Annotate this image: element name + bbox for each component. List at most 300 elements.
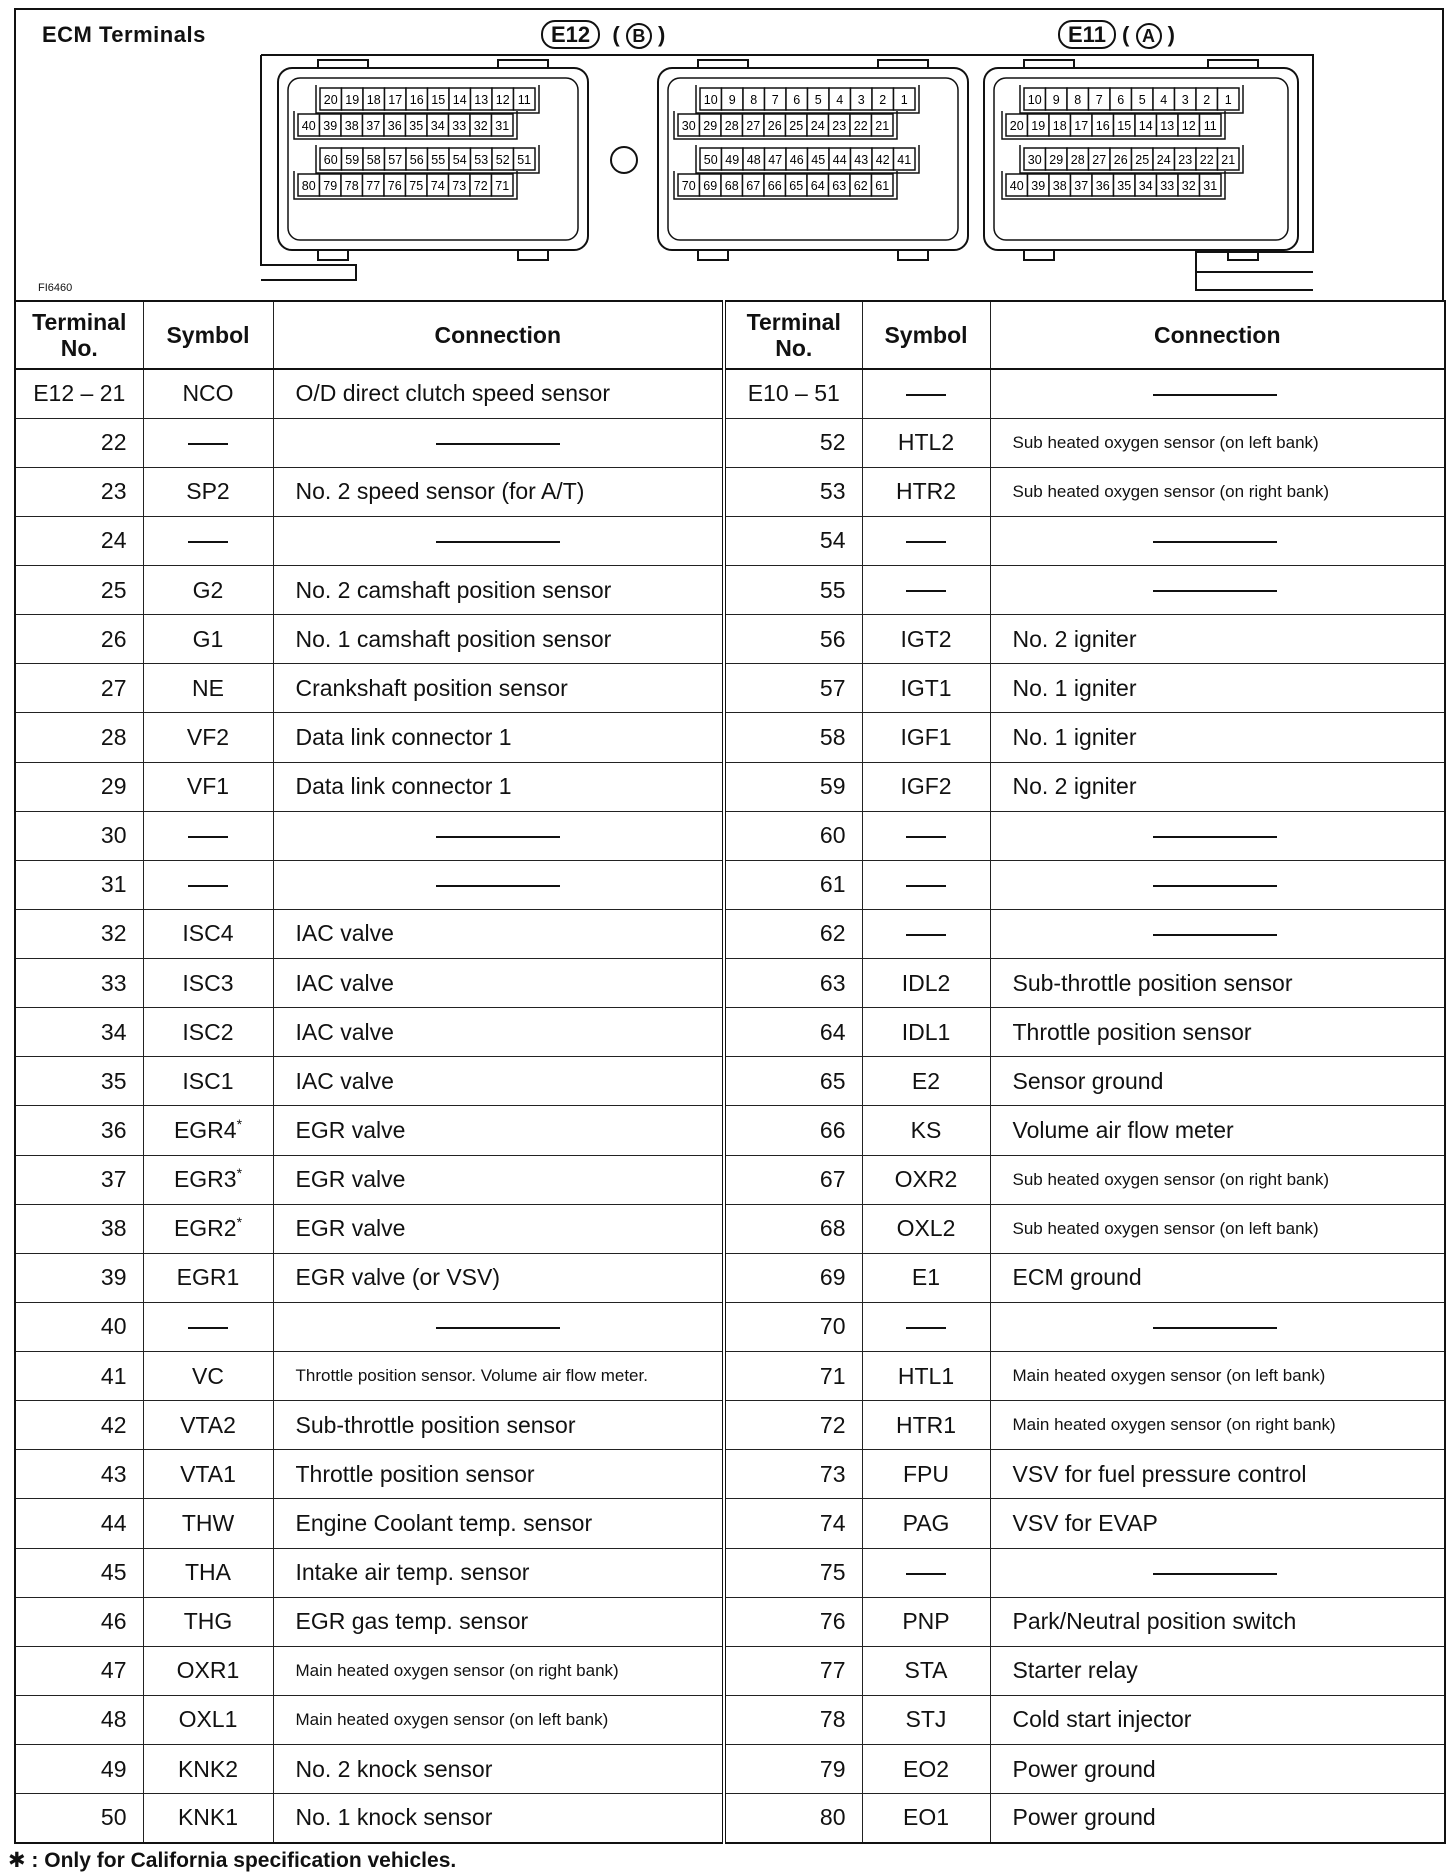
terminal-connection — [273, 418, 724, 467]
terminal-number: 62 — [724, 909, 862, 958]
terminal-symbol: G1 — [143, 615, 273, 664]
terminal-connection: ECM ground — [990, 1253, 1445, 1302]
pin-number: 28 — [724, 119, 739, 133]
pin-number: 77 — [366, 179, 381, 193]
terminal-symbol: E2 — [862, 1057, 990, 1106]
terminal-number: 55 — [724, 566, 862, 615]
terminal-symbol: E1 — [862, 1253, 990, 1302]
terminal-connection: Data link connector 1 — [273, 713, 724, 762]
pin-number: 61 — [875, 179, 890, 193]
terminal-connection: No. 2 knock sensor — [273, 1745, 724, 1794]
terminal-number: 42 — [15, 1401, 143, 1450]
empty-connection-dash — [1153, 1573, 1277, 1575]
terminal-number: 73 — [724, 1450, 862, 1499]
pin-number: 76 — [387, 179, 402, 193]
pin-number: 46 — [789, 153, 804, 167]
pin-number: 12 — [1181, 119, 1196, 133]
connector-block-middle — [658, 60, 968, 260]
pin-number: 4 — [1160, 93, 1168, 107]
terminal-number: 64 — [724, 1008, 862, 1057]
terminal-symbol: ISC3 — [143, 959, 273, 1008]
terminal-symbol: HTL1 — [862, 1352, 990, 1401]
terminal-symbol — [143, 860, 273, 909]
table-row — [15, 713, 1445, 762]
terminal-connection: Main heated oxygen sensor (on right bank) — [990, 1401, 1445, 1450]
pin-number: 71 — [495, 179, 510, 193]
pin-number: 51 — [517, 153, 532, 167]
pin-number: 2 — [1203, 93, 1211, 107]
pin-number: 73 — [452, 179, 467, 193]
terminal-number: 72 — [724, 1401, 862, 1450]
pin-number: 79 — [323, 179, 338, 193]
terminal-connection: Sub heated oxygen sensor (on right bank) — [990, 467, 1445, 516]
pin-number: 13 — [474, 93, 489, 107]
empty-symbol-dash — [906, 885, 946, 887]
pin-number: 12 — [495, 93, 510, 107]
terminal-connection: Sub heated oxygen sensor (on right bank) — [990, 1155, 1445, 1204]
terminal-number: 59 — [724, 762, 862, 811]
pin-number: 65 — [789, 179, 804, 193]
pin-number: 10 — [1027, 93, 1042, 107]
table-row — [15, 1745, 1445, 1794]
connector-a-code: E11 — [1058, 20, 1116, 49]
terminal-number: 58 — [724, 713, 862, 762]
terminal-table — [14, 300, 1446, 1844]
pin-number: 34 — [430, 119, 445, 133]
empty-connection-dash — [1153, 934, 1277, 936]
terminal-number: 26 — [15, 615, 143, 664]
terminal-connection: EGR valve — [273, 1155, 724, 1204]
terminal-connection — [990, 566, 1445, 615]
pin-number: 69 — [703, 179, 718, 193]
terminal-connection: Park/Neutral position switch — [990, 1597, 1445, 1646]
terminal-symbol: IGT1 — [862, 664, 990, 713]
terminal-connection — [990, 909, 1445, 958]
terminal-connection: No. 2 igniter — [990, 615, 1445, 664]
pin-number: 55 — [431, 153, 446, 167]
terminal-symbol: THG — [143, 1597, 273, 1646]
terminal-symbol: EO1 — [862, 1794, 990, 1843]
terminal-connection: IAC valve — [273, 959, 724, 1008]
terminal-connection: O/D direct clutch speed sensor — [273, 369, 724, 418]
pin-number: 21 — [875, 119, 890, 133]
terminal-number: 66 — [724, 1106, 862, 1155]
pin-number: 13 — [1160, 119, 1175, 133]
terminal-symbol: KNK1 — [143, 1794, 273, 1843]
terminal-connection: IAC valve — [273, 1008, 724, 1057]
terminal-number: 29 — [15, 762, 143, 811]
pin-number: 72 — [473, 179, 488, 193]
empty-symbol-dash — [188, 1327, 228, 1329]
terminal-connection: Throttle position sensor — [273, 1450, 724, 1499]
terminal-connection: No. 1 camshaft position sensor — [273, 615, 724, 664]
terminal-number: 32 — [15, 909, 143, 958]
terminal-number: 60 — [724, 811, 862, 860]
terminal-number: 39 — [15, 1253, 143, 1302]
col-terminal-right: Terminal No. — [724, 301, 862, 369]
table-row — [15, 1499, 1445, 1548]
table-row — [15, 369, 1445, 418]
pin-number: 54 — [452, 153, 467, 167]
pin-number: 5 — [814, 93, 822, 107]
pin-number: 38 — [1052, 179, 1067, 193]
pin-number: 26 — [767, 119, 782, 133]
terminal-connection: Sub heated oxygen sensor (on left bank) — [990, 1204, 1445, 1253]
terminal-number: 75 — [724, 1548, 862, 1597]
pin-number: 44 — [832, 153, 847, 167]
pin-number: 24 — [1156, 153, 1171, 167]
terminal-symbol: VF1 — [143, 762, 273, 811]
terminal-symbol — [862, 369, 990, 418]
terminal-connection: No. 1 igniter — [990, 713, 1445, 762]
terminal-number: 23 — [15, 467, 143, 516]
terminal-number: 45 — [15, 1548, 143, 1597]
terminal-number: E10 – 51 — [724, 369, 862, 418]
terminal-symbol: HTR2 — [862, 467, 990, 516]
terminal-connection: VSV for fuel pressure control — [990, 1450, 1445, 1499]
pin-number: 15 — [1117, 119, 1132, 133]
table-row — [15, 1646, 1445, 1695]
empty-symbol-dash — [906, 836, 946, 838]
connector-diagram — [14, 8, 1444, 300]
pin-number: 10 — [703, 93, 718, 107]
pin-number: 70 — [681, 179, 696, 193]
table-row — [15, 959, 1445, 1008]
terminal-connection: Power ground — [990, 1794, 1445, 1843]
terminal-number: 57 — [724, 664, 862, 713]
terminal-number: 24 — [15, 516, 143, 565]
terminal-symbol — [862, 1548, 990, 1597]
terminal-number: 50 — [15, 1794, 143, 1843]
empty-symbol-dash — [906, 394, 946, 396]
terminal-symbol: VTA2 — [143, 1401, 273, 1450]
terminal-symbol: VF2 — [143, 713, 273, 762]
terminal-symbol: IDL1 — [862, 1008, 990, 1057]
pin-number: 68 — [724, 179, 739, 193]
connector-b-label: E12 ( B ) — [541, 22, 665, 49]
terminal-connection: Crankshaft position sensor — [273, 664, 724, 713]
terminal-number: E12 – 21 — [15, 369, 143, 418]
pin-number: 32 — [473, 119, 488, 133]
pin-number: 1 — [1224, 93, 1232, 107]
terminal-number: 74 — [724, 1499, 862, 1548]
pin-number: 3 — [1181, 93, 1189, 107]
terminal-symbol — [862, 566, 990, 615]
pin-number: 25 — [1135, 153, 1150, 167]
col-symbol-right: Symbol — [862, 301, 990, 369]
terminal-symbol: EGR3* — [143, 1155, 273, 1204]
pin-number: 80 — [301, 179, 316, 193]
terminal-number: 43 — [15, 1450, 143, 1499]
pin-number: 78 — [344, 179, 359, 193]
pin-number: 38 — [344, 119, 359, 133]
pin-number: 26 — [1113, 153, 1128, 167]
table-row — [15, 860, 1445, 909]
pin-number: 59 — [345, 153, 360, 167]
table-row — [15, 1204, 1445, 1253]
terminal-connection: Data link connector 1 — [273, 762, 724, 811]
terminal-symbol: ISC4 — [143, 909, 273, 958]
terminal-symbol: OXL2 — [862, 1204, 990, 1253]
pin-number: 37 — [366, 119, 381, 133]
terminal-symbol: KS — [862, 1106, 990, 1155]
terminal-number: 28 — [15, 713, 143, 762]
terminal-connection: IAC valve — [273, 909, 724, 958]
terminal-symbol — [862, 1302, 990, 1351]
pin-number: 15 — [431, 93, 446, 107]
ecm-connector-drawing — [16, 10, 1446, 302]
pin-number: 4 — [836, 93, 844, 107]
terminal-connection — [990, 811, 1445, 860]
terminal-symbol: PNP — [862, 1597, 990, 1646]
pin-number: 20 — [1009, 119, 1024, 133]
terminal-symbol: SP2 — [143, 467, 273, 516]
terminal-symbol — [143, 1302, 273, 1351]
pin-number: 28 — [1070, 153, 1085, 167]
pin-number: 31 — [1203, 179, 1218, 193]
pin-number: 16 — [1095, 119, 1110, 133]
terminal-connection — [990, 516, 1445, 565]
pin-number: 32 — [1181, 179, 1196, 193]
empty-symbol-dash — [188, 885, 228, 887]
empty-symbol-dash — [906, 934, 946, 936]
terminal-number: 65 — [724, 1057, 862, 1106]
terminal-connection — [990, 1302, 1445, 1351]
pin-number: 6 — [1117, 93, 1125, 107]
terminal-symbol: EGR2* — [143, 1204, 273, 1253]
empty-connection-dash — [436, 836, 560, 838]
terminal-symbol: IDL2 — [862, 959, 990, 1008]
pin-number: 45 — [811, 153, 826, 167]
terminal-connection: EGR valve (or VSV) — [273, 1253, 724, 1302]
terminal-number: 36 — [15, 1106, 143, 1155]
terminal-connection — [273, 811, 724, 860]
terminal-number: 77 — [724, 1646, 862, 1695]
table-header-row — [15, 301, 1445, 369]
empty-symbol-dash — [906, 1573, 946, 1575]
terminal-connection — [990, 860, 1445, 909]
terminal-number: 61 — [724, 860, 862, 909]
table-row — [15, 1253, 1445, 1302]
pin-number: 60 — [323, 153, 338, 167]
terminal-symbol: STA — [862, 1646, 990, 1695]
pin-number: 14 — [1138, 119, 1153, 133]
table-row — [15, 615, 1445, 664]
terminal-connection: Engine Coolant temp. sensor — [273, 1499, 724, 1548]
pin-number: 35 — [1117, 179, 1132, 193]
table-row — [15, 1695, 1445, 1744]
terminal-connection — [273, 1302, 724, 1351]
terminal-symbol: IGT2 — [862, 615, 990, 664]
pin-number: 30 — [681, 119, 696, 133]
pin-number: 50 — [703, 153, 718, 167]
table-row — [15, 1155, 1445, 1204]
pin-number: 52 — [495, 153, 510, 167]
table-row — [15, 1352, 1445, 1401]
pin-number: 27 — [1092, 153, 1107, 167]
terminal-symbol: EGR4* — [143, 1106, 273, 1155]
empty-connection-dash — [436, 541, 560, 543]
pin-number: 33 — [452, 119, 467, 133]
table-row — [15, 418, 1445, 467]
terminal-symbol: IGF2 — [862, 762, 990, 811]
pin-number: 57 — [388, 153, 403, 167]
terminal-connection: IAC valve — [273, 1057, 724, 1106]
terminal-number: 35 — [15, 1057, 143, 1106]
pin-number: 74 — [430, 179, 445, 193]
col-connection-right: Connection — [990, 301, 1445, 369]
pin-number: 40 — [301, 119, 316, 133]
empty-symbol-dash — [188, 443, 228, 445]
terminal-symbol: NCO — [143, 369, 273, 418]
terminal-connection: Sensor ground — [990, 1057, 1445, 1106]
pin-number: 11 — [517, 93, 531, 107]
terminal-connection: Power ground — [990, 1745, 1445, 1794]
terminal-number: 31 — [15, 860, 143, 909]
pin-number: 34 — [1138, 179, 1153, 193]
connector-b-letter: B — [626, 23, 652, 49]
pin-number: 35 — [409, 119, 424, 133]
pin-number: 56 — [409, 153, 424, 167]
col-connection-left: Connection — [273, 301, 724, 369]
table-row — [15, 811, 1445, 860]
empty-connection-dash — [1153, 885, 1277, 887]
terminal-number: 47 — [15, 1646, 143, 1695]
terminal-connection: No. 2 igniter — [990, 762, 1445, 811]
empty-connection-dash — [1153, 1327, 1277, 1329]
terminal-symbol: NE — [143, 664, 273, 713]
terminal-connection: EGR gas temp. sensor — [273, 1597, 724, 1646]
terminal-number: 80 — [724, 1794, 862, 1843]
pin-number: 17 — [1074, 119, 1089, 133]
pin-number: 20 — [323, 93, 338, 107]
pin-number: 25 — [789, 119, 804, 133]
pin-number: 23 — [832, 119, 847, 133]
pin-number: 8 — [750, 93, 758, 107]
terminal-connection: Sub-throttle position sensor — [990, 959, 1445, 1008]
terminal-symbol: OXR2 — [862, 1155, 990, 1204]
terminal-connection: VSV for EVAP — [990, 1499, 1445, 1548]
pin-number: 11 — [1203, 119, 1217, 133]
terminal-number: 38 — [15, 1204, 143, 1253]
terminal-number: 27 — [15, 664, 143, 713]
col-symbol-left: Symbol — [143, 301, 273, 369]
terminal-connection: Intake air temp. sensor — [273, 1548, 724, 1597]
empty-connection-dash — [1153, 394, 1277, 396]
table-row — [15, 762, 1445, 811]
pin-number: 7 — [1095, 93, 1103, 107]
pin-number: 33 — [1160, 179, 1175, 193]
table-row — [15, 1302, 1445, 1351]
terminal-number: 69 — [724, 1253, 862, 1302]
terminal-number: 71 — [724, 1352, 862, 1401]
terminal-connection — [273, 860, 724, 909]
pin-number: 17 — [388, 93, 403, 107]
table-row — [15, 566, 1445, 615]
terminal-connection — [990, 1548, 1445, 1597]
terminal-symbol: EGR1 — [143, 1253, 273, 1302]
terminal-connection: No. 2 camshaft position sensor — [273, 566, 724, 615]
pin-number: 21 — [1221, 153, 1236, 167]
terminal-symbol: HTR1 — [862, 1401, 990, 1450]
table-row — [15, 516, 1445, 565]
pin-number: 1 — [900, 93, 908, 107]
empty-symbol-dash — [906, 1327, 946, 1329]
terminal-symbol: ISC2 — [143, 1008, 273, 1057]
terminal-connection: Starter relay — [990, 1646, 1445, 1695]
terminal-number: 33 — [15, 959, 143, 1008]
pin-number: 18 — [366, 93, 381, 107]
terminal-symbol: HTL2 — [862, 418, 990, 467]
empty-connection-dash — [436, 1327, 560, 1329]
pin-number: 58 — [366, 153, 381, 167]
empty-connection-dash — [1153, 836, 1277, 838]
terminal-number: 76 — [724, 1597, 862, 1646]
pin-number: 36 — [387, 119, 402, 133]
terminal-number: 54 — [724, 516, 862, 565]
pin-number: 18 — [1052, 119, 1067, 133]
terminal-number: 70 — [724, 1302, 862, 1351]
empty-connection-dash — [436, 443, 560, 445]
terminal-connection: Throttle position sensor. Volume air flow meter. — [273, 1352, 724, 1401]
pin-number: 16 — [409, 93, 424, 107]
table-row — [15, 909, 1445, 958]
terminal-number: 78 — [724, 1695, 862, 1744]
pin-number: 64 — [810, 179, 825, 193]
pin-number: 19 — [1031, 119, 1046, 133]
terminal-symbol: OXR1 — [143, 1646, 273, 1695]
terminal-number: 46 — [15, 1597, 143, 1646]
connector-b-code: E12 — [541, 20, 600, 49]
table-row — [15, 1008, 1445, 1057]
terminal-symbol: PAG — [862, 1499, 990, 1548]
terminal-number: 22 — [15, 418, 143, 467]
terminal-number: 79 — [724, 1745, 862, 1794]
connector-a-letter: A — [1136, 23, 1162, 49]
pin-number: 27 — [746, 119, 761, 133]
terminal-number: 37 — [15, 1155, 143, 1204]
terminal-symbol — [862, 811, 990, 860]
pin-number: 29 — [703, 119, 718, 133]
pin-number: 9 — [1052, 93, 1060, 107]
pin-number: 67 — [746, 179, 761, 193]
terminal-symbol: IGF1 — [862, 713, 990, 762]
table-row — [15, 1548, 1445, 1597]
pin-number: 36 — [1095, 179, 1110, 193]
terminal-symbol: VC — [143, 1352, 273, 1401]
terminal-connection: Sub-throttle position sensor — [273, 1401, 724, 1450]
pin-number: 22 — [853, 119, 868, 133]
terminal-symbol: OXL1 — [143, 1695, 273, 1744]
terminal-number: 48 — [15, 1695, 143, 1744]
terminal-number: 49 — [15, 1745, 143, 1794]
figure-id: FI6460 — [38, 282, 73, 294]
empty-symbol-dash — [906, 590, 946, 592]
pin-number: 37 — [1074, 179, 1089, 193]
terminal-connection: Throttle position sensor — [990, 1008, 1445, 1057]
terminal-number: 63 — [724, 959, 862, 1008]
terminal-connection: EGR valve — [273, 1204, 724, 1253]
terminal-number: 67 — [724, 1155, 862, 1204]
terminal-symbol: THA — [143, 1548, 273, 1597]
terminal-symbol: EO2 — [862, 1745, 990, 1794]
table-row — [15, 1106, 1445, 1155]
terminal-symbol: VTA1 — [143, 1450, 273, 1499]
terminal-connection: EGR valve — [273, 1106, 724, 1155]
terminal-connection: No. 2 speed sensor (for A/T) — [273, 467, 724, 516]
terminal-connection — [273, 516, 724, 565]
col-terminal-left: Terminal No. — [15, 301, 143, 369]
